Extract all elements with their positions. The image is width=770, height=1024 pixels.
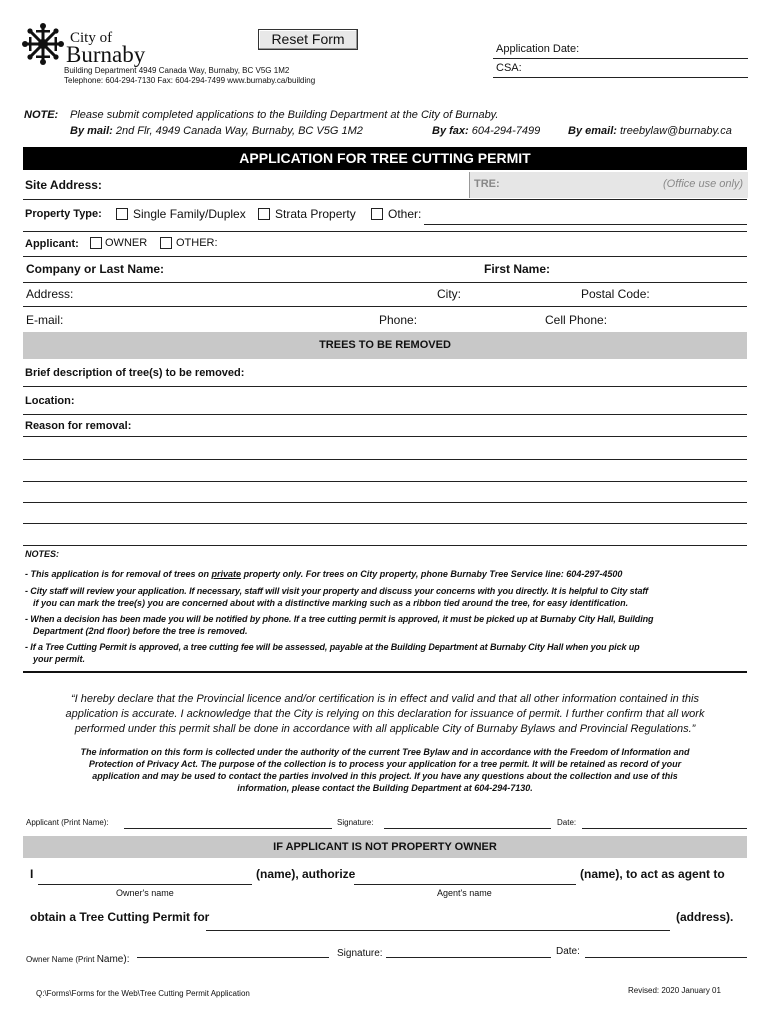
footer-revised: Revised: 2020 January 01 [628, 986, 721, 995]
address-label: Address: [26, 287, 74, 301]
reason-label: Reason for removal: [25, 420, 132, 432]
other-applicant-field[interactable] [222, 235, 747, 253]
privacy-line-3: application and may be used to contact the parties involved in this project. If you have any questions about the collection and use of this [92, 771, 678, 781]
trees-section-title: TREES TO BE REMOVED [319, 339, 451, 351]
applicant-signature-field[interactable] [384, 812, 551, 828]
fax-number: 604-294-7499 [471, 125, 541, 137]
privacy-line-2: Protection of Privacy Act. The purpose of the collection is to process your application for a tree permit. It will be retained as record of your [88, 759, 682, 769]
email-contact-label: By email: [568, 125, 617, 137]
notes-divider [23, 671, 747, 673]
privacy-line-4: information, please contact the Building Department at 604-294-7130. [237, 783, 533, 793]
mail-address: 2nd Flr, 4949 Canada Way, Burnaby, BC V5G 1M2 [115, 125, 363, 137]
first-name-label: First Name: [484, 262, 551, 276]
fax-line [432, 125, 540, 137]
owner-print-name-field[interactable] [137, 941, 329, 957]
dept-address: Building Department 4949 Canada Way, Burnaby, BC V5G 1M2 [64, 66, 290, 75]
site-address-label: Site Address: [25, 178, 102, 192]
i-label: I [30, 867, 34, 881]
note-1 [25, 569, 622, 579]
phone-field[interactable] [422, 309, 540, 329]
fax-label: By fax: [432, 125, 469, 137]
other-applicant-checkbox[interactable] [160, 237, 172, 249]
owner-date-label: Date: [556, 946, 580, 957]
phone-label: Phone: [379, 313, 418, 327]
strata-checkbox[interactable] [258, 208, 270, 220]
permit-address-field[interactable] [206, 912, 670, 930]
note-4-line-2: your permit. [33, 654, 86, 664]
footer-path: Q:\Forms\Forms for the Web\Tree Cutting Permit Application [36, 989, 250, 998]
strata-label: Strata Property [275, 207, 356, 221]
city-field[interactable] [465, 284, 575, 304]
note-1-part-a: - This application is for removal of trees on [25, 569, 212, 579]
dept-contact: Telephone: 604-294-7130 Fax: 604-294-7499 www.burnaby.ca/building [64, 76, 316, 85]
description-label: Brief description of tree(s) to be removed: [25, 367, 245, 379]
other-applicant-label: OTHER: [176, 237, 218, 249]
owner-print-name-part-b: Name): [96, 954, 130, 965]
cell-phone-field[interactable] [614, 309, 747, 329]
form-title: APPLICATION FOR TREE CUTTING PERMIT [239, 150, 531, 166]
owner-signature-label: Signature: [337, 948, 383, 959]
location-label: Location: [25, 395, 75, 407]
description-field[interactable] [254, 362, 747, 384]
cell-phone-label: Cell Phone: [545, 313, 608, 327]
other-property-checkbox[interactable] [371, 208, 383, 220]
city-logo [22, 22, 152, 66]
logo-burnaby-text: Burnaby [66, 42, 146, 67]
obtain-permit-text: obtain a Tree Cutting Permit for [30, 910, 210, 924]
mail-line [70, 125, 363, 137]
application-date-label: Application Date: [496, 43, 580, 55]
owner-print-name-part-a: Owner Name (Print [26, 955, 97, 964]
applicant-date-field[interactable] [582, 812, 747, 828]
owner-print-name-label [26, 949, 129, 967]
site-address-field[interactable] [115, 172, 465, 196]
email-field[interactable] [72, 309, 372, 329]
other-property-field[interactable] [425, 206, 747, 224]
csa-label: CSA: [496, 62, 522, 74]
owner-signature-field[interactable] [386, 941, 551, 957]
notes-title: NOTES: [25, 549, 60, 559]
owner-checkbox[interactable] [90, 237, 102, 249]
company-field[interactable] [175, 259, 475, 279]
act-as-agent-text: (name), to act as agent to [580, 867, 725, 881]
owner-name-field[interactable] [38, 866, 252, 884]
company-label: Company or Last Name: [26, 262, 165, 276]
declaration-line-1: “I hereby declare that the Provincial licence and/or certification is in effect and valid and that all other information contained in this [71, 693, 699, 705]
first-name-field[interactable] [558, 259, 747, 279]
other-property-label: Other: [388, 207, 422, 221]
property-type-label: Property Type: [25, 208, 102, 220]
declaration-line-2: application is accurate. I acknowledge that the City is relying on this declaration for issuance of permit. I further confirm that all work [65, 708, 705, 720]
address-field[interactable] [80, 284, 430, 304]
note-2-line-1: - City staff will review your application. If necessary, staff will visit your property and discuss your concerns with you directly. It is helpful to City staff [25, 586, 648, 596]
owner-date-field[interactable] [585, 941, 747, 957]
note-1-part-b: property only. For trees on City property, phone Burnaby Tree Service line: 604-297-4500 [241, 569, 623, 579]
postal-code-label: Postal Code: [581, 287, 650, 301]
address-suffix-text: (address). [676, 910, 734, 924]
note-3-line-2: Department (2nd floor) before the tree is removed. [33, 626, 248, 636]
note-label: NOTE: [24, 109, 59, 121]
declaration-line-3: performed under this permit shall be done in accordance with all applicable City of Burnaby Bylaws and Provincial Regulations.” [74, 723, 696, 735]
office-use-note: (Office use only) [663, 178, 744, 190]
note-3-line-1: - When a decision has been made you will be notified by phone. If a tree cutting permit is approved, it must be picked up at Burnaby City Hall, Building [25, 614, 654, 624]
logo-city-text: City of [70, 30, 113, 46]
snowflake-logo-icon [22, 22, 64, 66]
location-field[interactable] [78, 390, 747, 412]
city-label: City: [437, 287, 461, 301]
note-text: Please submit completed applications to the Building Department at the City of Burnaby. [70, 109, 499, 121]
agents-name-caption: Agent's name [437, 888, 492, 898]
email-label: E-mail: [26, 313, 64, 327]
applicant-print-name-field[interactable] [124, 812, 332, 828]
owners-name-caption: Owner's name [116, 888, 174, 898]
applicant-date-label: Date: [557, 818, 577, 827]
applicant-signature-label: Signature: [337, 818, 374, 827]
agent-name-field[interactable] [354, 866, 576, 884]
note-1-private: private [211, 569, 242, 579]
email-contact-value: treebylaw@burnaby.ca [619, 125, 732, 137]
single-family-label: Single Family/Duplex [133, 207, 246, 221]
applicant-label: Applicant: [25, 238, 79, 250]
tre-label: TRE: [474, 178, 500, 190]
agent-section-title: IF APPLICANT IS NOT PROPERTY OWNER [273, 841, 497, 853]
owner-label: OWNER [105, 237, 148, 249]
email-line [568, 125, 732, 137]
note-2-line-2: if you can mark the tree(s) you are concerned about with a distinctive marking such as a ribbon tied around the tree, for easy identification. [33, 598, 629, 608]
privacy-line-1: The information on this form is collected under the authority of the current Tree Bylaw and in accordance with the Freedom of Information and [80, 747, 690, 757]
reset-form-button[interactable]: Reset Form [258, 29, 358, 50]
note-4-line-1: - If a Tree Cutting Permit is approved, a tree cutting fee will be assessed, payable at the Building Department at Burnaby City Hall when you pick up [25, 642, 640, 652]
mail-label: By mail: [70, 125, 113, 137]
single-family-checkbox[interactable] [116, 208, 128, 220]
postal-code-field[interactable] [656, 284, 747, 304]
applicant-print-name-label: Applicant (Print Name): [26, 818, 109, 827]
reason-field[interactable] [23, 433, 747, 543]
authorize-text: (name), authorize [256, 867, 356, 881]
